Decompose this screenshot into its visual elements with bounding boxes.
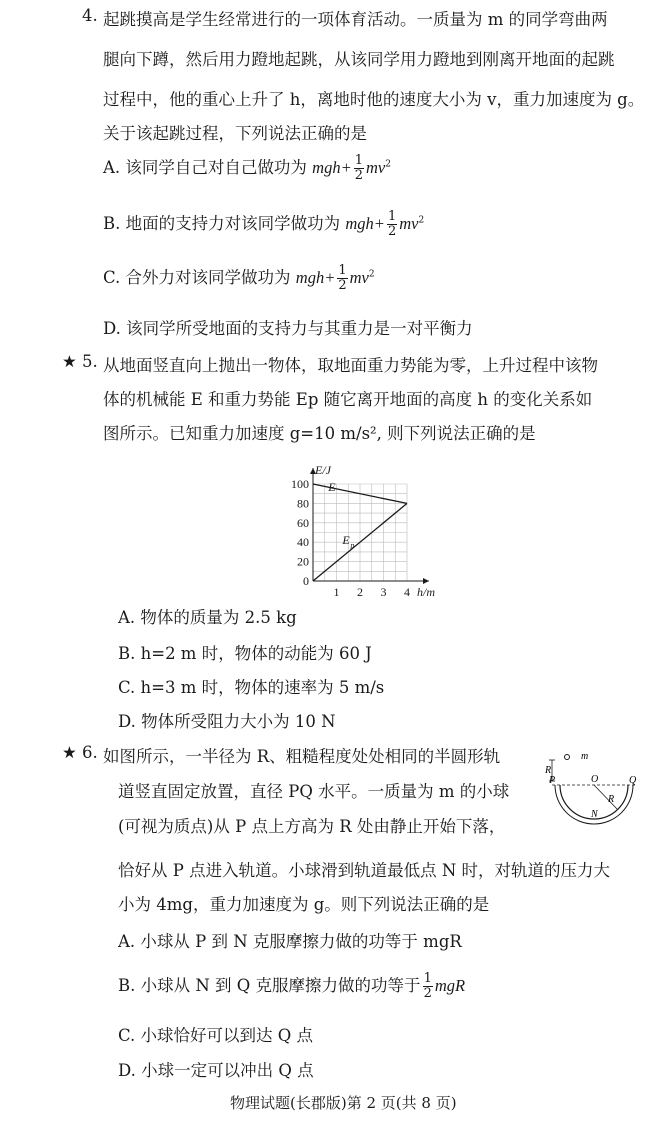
fraction-half: $\frac{1}{2}$ bbox=[338, 263, 347, 293]
q6-option-b: B. 小球从 N 到 Q 克服摩擦力做的功等于 $\frac{1}{2}$ mgR bbox=[118, 971, 466, 1001]
q5-line-2: 体的机械能 E 和重力势能 Ep 随它离开地面的高度 h 的变化关系如 bbox=[103, 390, 593, 409]
q4-option-a: A. 该同学自己对自己做功为 mgh+ $\frac{1}{2}$ $mv^2$ bbox=[103, 153, 391, 183]
q6-option-a: A. 小球从 P 到 N 克服摩擦力做的功等于 mgR bbox=[118, 932, 462, 951]
y-tick-label: 0 bbox=[303, 574, 309, 588]
x-tick-label: 2 bbox=[357, 585, 363, 599]
q6-line-4: 恰好从 P 点进入轨道。小球滑到轨道最低点 N 时，对轨道的压力大 bbox=[118, 861, 611, 880]
series-label-ep: E bbox=[342, 533, 350, 548]
q6-line-5: 小为 4mg，重力加速度为 g。则下列说法正确的是 bbox=[118, 895, 490, 914]
q4-line-3: 过程中，他的重心上升了 h，离地时他的速度大小为 v，重力加速度为 g。 bbox=[103, 90, 645, 109]
point-q-label: Q bbox=[629, 775, 637, 786]
q6-line-2: 道竖直固定放置，直径 PQ 水平。一质量为 m 的小球 bbox=[118, 782, 510, 801]
x-axis-label: h/m bbox=[417, 585, 435, 599]
ball-icon bbox=[565, 755, 570, 760]
q4-option-d: D. 该同学所受地面的支持力与其重力是一对平衡力 bbox=[103, 319, 473, 338]
x-tick-label: 4 bbox=[404, 585, 410, 599]
q6-number: 6. bbox=[82, 743, 98, 762]
q4-line-4: 关于该起跳过程，下列说法正确的是 bbox=[103, 124, 367, 143]
y-tick-label: 100 bbox=[291, 477, 309, 491]
q4-number: 4. bbox=[82, 6, 98, 25]
q6-option-c: C. 小球恰好可以到达 Q 点 bbox=[118, 1026, 314, 1045]
q5-option-c: C. h=3 m 时，物体的速率为 5 m/s bbox=[118, 678, 385, 697]
q4-option-c: C. 合外力对该同学做功为 mgh+ $\frac{1}{2}$ $mv^2$ bbox=[103, 263, 375, 293]
q4-option-b: B. 地面的支持力对该同学做功为 mgh+ $\frac{1}{2}$ $mv^2$ bbox=[103, 209, 425, 239]
fraction-half: $\frac{1}{2}$ bbox=[387, 209, 397, 239]
q5-option-b: B. h=2 m 时，物体的动能为 60 J bbox=[118, 644, 372, 663]
y-tick-label: 80 bbox=[297, 496, 309, 511]
series-label-ep-subscript: p bbox=[350, 541, 355, 551]
q5-option-a: A. 物体的质量为 2.5 kg bbox=[118, 608, 297, 627]
x-tick-label: 1 bbox=[333, 585, 340, 599]
q6-star: ★ bbox=[62, 743, 77, 762]
y-axis-label: E/J bbox=[315, 463, 331, 477]
q5-line-1: 从地面竖直向上抛出一物体，取地面重力势能为零，上升过程中该物 bbox=[103, 356, 598, 375]
q4-line-1: 起跳摸高是学生经常进行的一项体育活动。一质量为 m 的同学弯曲两 bbox=[103, 10, 608, 29]
q5-option-d: D. 物体所受阻力大小为 10 N bbox=[118, 712, 336, 731]
q5-star: ★ bbox=[62, 352, 77, 371]
point-o-label: O bbox=[591, 774, 599, 785]
y-tick-label: 40 bbox=[297, 535, 309, 550]
page-footer: 物理试题(长郡版)第 2 页(共 8 页) bbox=[230, 1094, 457, 1112]
x-axis-arrow-icon bbox=[423, 578, 429, 584]
q5-number: 5. bbox=[82, 352, 98, 371]
q4-line-2: 腿向下蹲，然后用力蹬地起跳，从该同学用力蹬地到刚离开地面的起跳 bbox=[103, 50, 615, 69]
height-label: R bbox=[545, 765, 552, 776]
point-n-label: N bbox=[591, 809, 598, 820]
q6-option-d: D. 小球一定可以冲出 Q 点 bbox=[118, 1061, 314, 1080]
radius-label: R bbox=[608, 794, 615, 805]
q5-line-3: 图所示。已知重力加速度 g=10 m/s², 则下列说法正确的是 bbox=[103, 424, 536, 443]
y-tick-label: 60 bbox=[297, 515, 309, 530]
energy-height-chart bbox=[280, 460, 460, 600]
point-p-label: P bbox=[549, 775, 556, 786]
semicircle-track-diagram bbox=[540, 745, 645, 850]
q6-line-1: 如图所示，一半径为 R、粗糙程度处处相同的半圆形轨 bbox=[103, 747, 501, 766]
mass-label: m bbox=[581, 751, 589, 762]
fraction-half: $\frac{1}{2}$ bbox=[423, 971, 432, 1001]
y-tick-label: 20 bbox=[297, 554, 309, 569]
fraction-half: $\frac{1}{2}$ bbox=[354, 153, 363, 183]
series-label-e: E bbox=[328, 479, 336, 494]
x-tick-label: 3 bbox=[380, 585, 387, 599]
q6-line-3: (可视为质点)从 P 点上方高为 R 处由静止开始下落， bbox=[118, 817, 506, 836]
